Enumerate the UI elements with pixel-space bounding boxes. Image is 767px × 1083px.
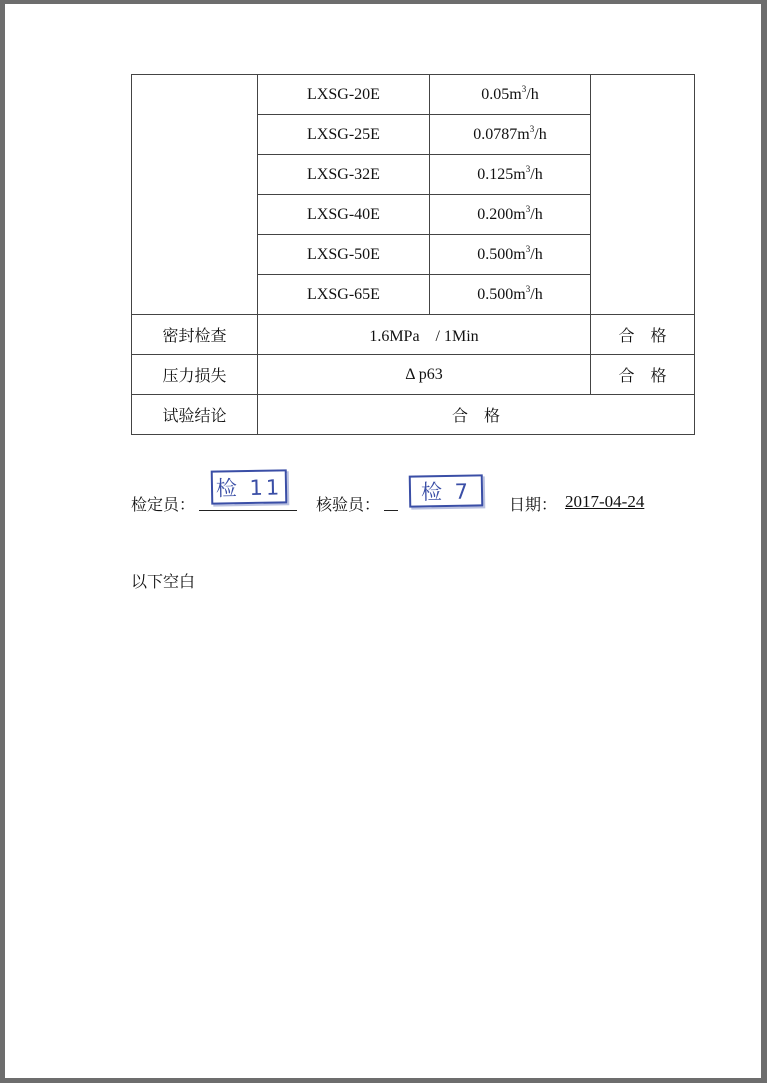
model-cell: LXSG-25E: [258, 115, 430, 155]
verifier-label: 检定员：: [131, 495, 196, 514]
model-cell: LXSG-40E: [258, 195, 430, 235]
checker-label: 核验员：: [316, 495, 381, 514]
model-cell: LXSG-50E: [258, 235, 430, 275]
verifier-stamp: 检 11: [211, 469, 288, 504]
flow-cell: $0.500m^3/h$: [430, 235, 591, 275]
model-cell: LXSG-65E: [258, 275, 430, 315]
date-label: 日期：: [509, 495, 558, 514]
conclusion-label: 试验结论: [132, 395, 258, 435]
pressure-loss-row: [132, 355, 695, 395]
conclusion-row: [132, 395, 695, 435]
checker-stamp: 检 7: [409, 474, 484, 507]
seal-check-value: 1.6MPa / 1Min: [258, 315, 591, 355]
blank-below-note: 以下空白: [131, 572, 196, 591]
table-row: [132, 75, 695, 115]
checker-underline: [384, 510, 398, 511]
signature-line: [131, 475, 731, 524]
empty-label-cell: [132, 75, 258, 315]
flow-cell: $0.0787m^3/h$: [430, 115, 591, 155]
flow-cell: $0.200m^3/h$: [430, 195, 591, 235]
flow-cell: $0.500m^3/h$: [430, 275, 591, 315]
model-cell: LXSG-20E: [258, 75, 430, 115]
date-value: 2017-04-24: [565, 492, 645, 511]
pressure-loss-label: 压力损失: [132, 355, 258, 395]
conclusion-value: 合 格: [258, 395, 695, 435]
empty-result-cell: [591, 75, 695, 315]
flow-cell: $0.125m^3/h$: [430, 155, 591, 195]
verifier-underline: [199, 510, 297, 511]
seal-check-label: 密封检查: [132, 315, 258, 355]
model-cell: LXSG-32E: [258, 155, 430, 195]
seal-check-result: 合 格: [591, 315, 695, 355]
seal-check-row: [132, 315, 695, 355]
pressure-loss-result: 合 格: [591, 355, 695, 395]
flow-cell: $0.05m^3/h$: [430, 75, 591, 115]
document-page: [5, 4, 761, 1078]
inspection-table: [131, 74, 695, 435]
pressure-loss-value: Δ p63: [258, 355, 591, 395]
